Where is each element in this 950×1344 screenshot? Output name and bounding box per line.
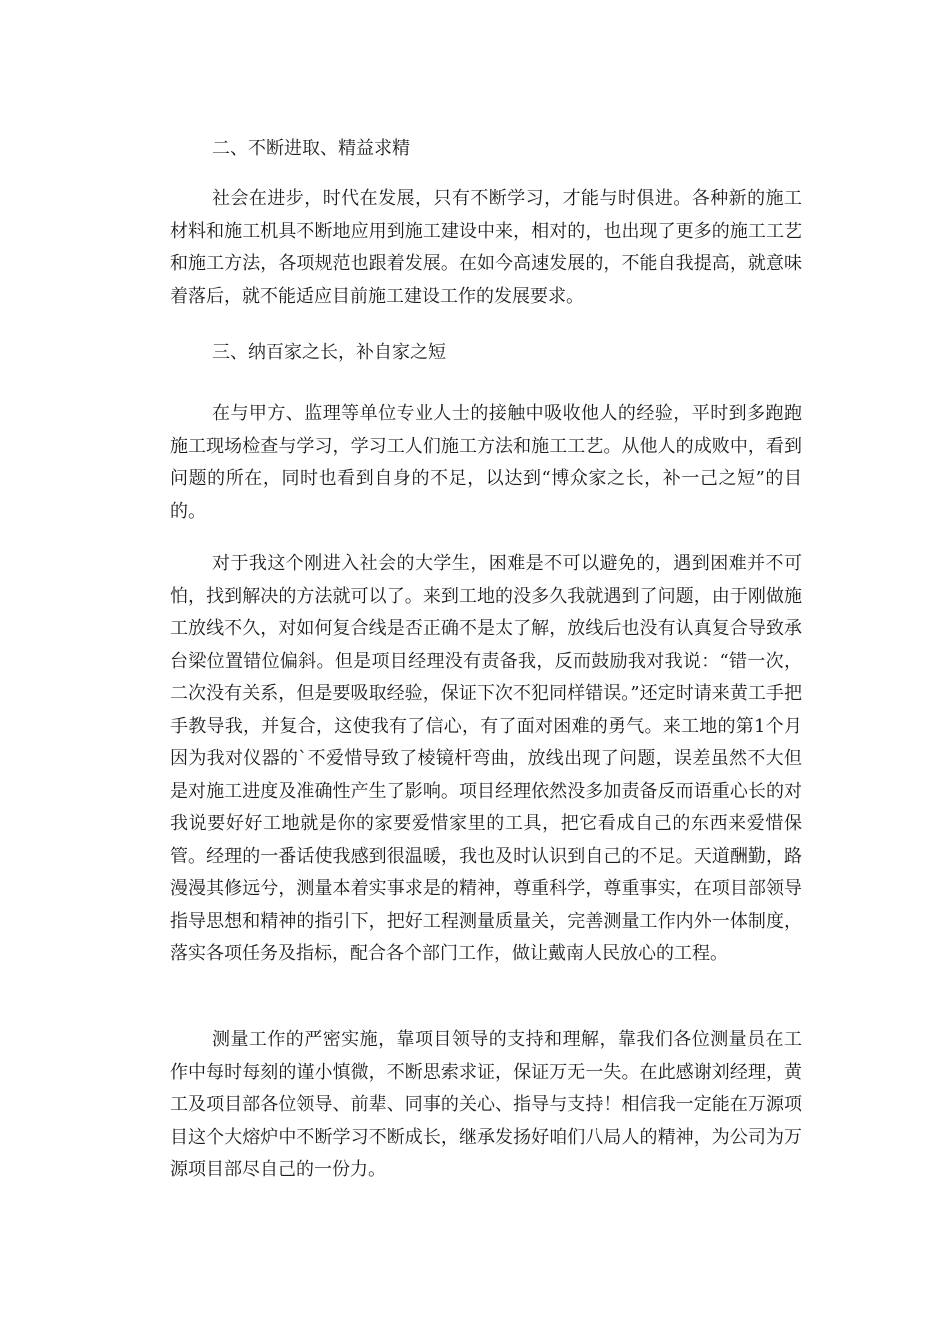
paragraph-continuous-learning: 社会在进步，时代在发展，只有不断学习，才能与时俱进。各种新的施工材料和施工机具不断地应用到施工建设中来，相对的，也出现了更多的施工工艺和施工方法，各项规范也跟着发展。在如今高速发展的，不能自我提高，就意味着落后，就不能适应目前施工建设工作的发展要求。	[170, 188, 802, 307]
paragraph-learn-from-others: 在与甲方、监理等单位专业人士的接触中吸收他人的经验，平时到多跑跑施工现场检查与学习，学习工人们施工方法和施工工艺。从他人的成败中，看到问题的所在，同时也看到自身的不足，以达到“博众家之长，补一己之短”的目的。	[170, 403, 802, 522]
paragraph-acknowledgements: 测量工作的严密实施，靠项目领导的支持和理解，靠我们各位测量员在工作中每时每刻的谨小慎微，不断思索求证，保证万无一失。在此感谢刘经理，黄工及项目部各位领导、前辈、同事的关心、指导与支持！相信我一定能在万源项目这个大熔炉中不断学习不断成长，继承发扬好咱们八局人的精神，为公司为万源项目部尽自己的一份力。	[170, 1029, 802, 1180]
section-heading-3: 三、纳百家之长，补自家之短	[212, 342, 446, 363]
document-page	[170, 0, 810, 1344]
section-heading-2: 二、不断进取、精益求精	[212, 138, 410, 159]
paragraph-overcoming-difficulties: 对于我这个刚进入社会的大学生，困难是不可以避免的，遇到困难并不可怕，找到解决的方法就可以了。来到工地的没多久我就遇到了问题，由于刚做施工放线不久，对如何复合线是否正确不是太了解，放线后也没有认真复合导致承台梁位置错位偏斜。但是项目经理没有责备我，反而鼓励我对我说：“错一次，二次没有关系，但是要吸取经验，保证下次不犯同样错误。”还定时请来黄工手把手教导我，并复合，这使我有了信心，有了面对困难的勇气。来工地的第1个月因为我对仪器的`不爱惜导致了棱镜杆弯曲，放线出现了问题，误差虽然不大但是对施工进度及准确性产生了影响。项目经理依然没多加责备反而语重心长的对我说要好好工地就是你的家要爱惜家里的工具，把它看成自己的东西来爱惜保管。经理的一番话使我感到很温暖，我也及时认识到自己的不足。天道酬勤，路漫漫其修远兮，测量本着实事求是的精神，尊重科学，尊重事实，在项目部领导指导思想和精神的指引下，把好工程测量质量关，完善测量工作内外一体制度，落实各项任务及指标，配合各个部门工作，做让戴南人民放心的工程。	[170, 553, 802, 964]
